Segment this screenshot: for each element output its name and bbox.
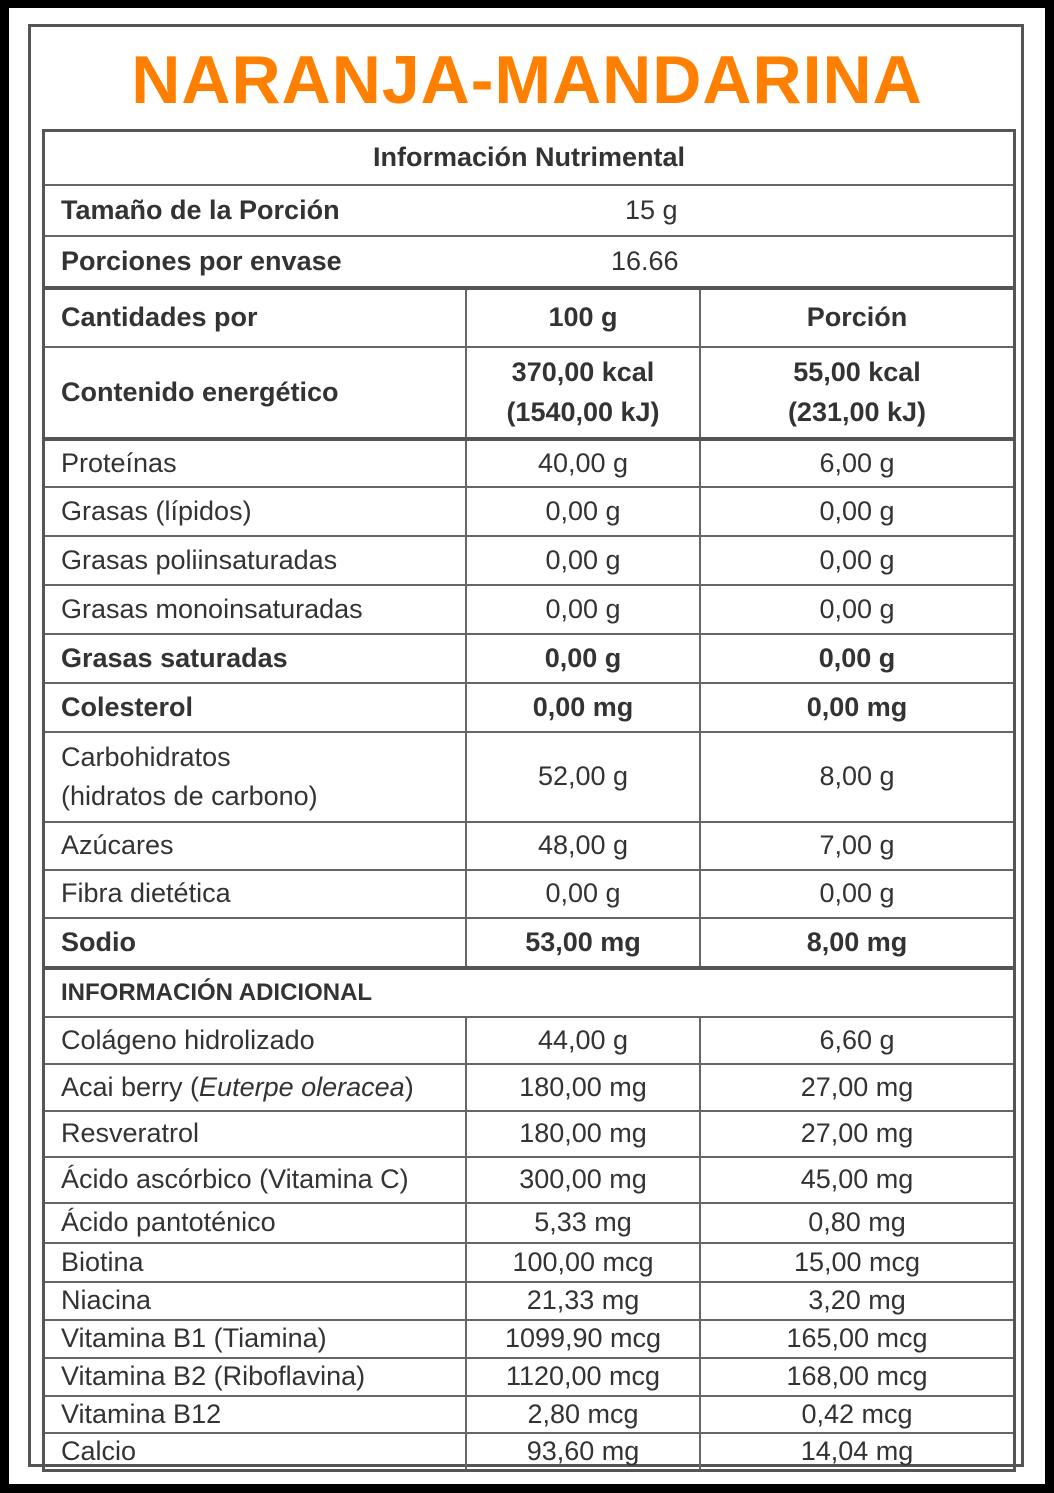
table-row — [45, 1242, 1013, 1281]
nutrient-per100: 48,00 g — [465, 823, 699, 869]
table-row — [45, 682, 1013, 731]
nutrient-portion: 7,00 g — [699, 823, 1013, 869]
table-row — [45, 1281, 1013, 1319]
nutrient-per100: 53,00 mg — [465, 919, 699, 966]
additional-portion: 0,80 mg — [699, 1204, 1013, 1242]
servings-per-container-row — [45, 235, 1013, 286]
additional-per100: 180,00 mg — [465, 1112, 699, 1156]
energy-portion-kcal: 55,00 kcal — [793, 357, 921, 388]
table-row — [45, 869, 1013, 917]
additional-per100: 5,33 mg — [465, 1204, 699, 1242]
nutrient-per100: 0,00 g — [465, 586, 699, 633]
nutrient-portion: 0,00 g — [699, 586, 1013, 633]
table-row — [45, 821, 1013, 869]
table-row — [45, 535, 1013, 584]
table-row — [45, 437, 1013, 486]
additional-label: Resveratrol — [61, 1118, 200, 1149]
additional-portion: 45,00 mg — [699, 1158, 1013, 1202]
per100-header: 100 g — [465, 290, 699, 346]
table-row — [45, 731, 1013, 821]
additional-per100: 93,60 mg — [465, 1434, 699, 1469]
additional-per100: 2,80 mcg — [465, 1397, 699, 1432]
additional-per100: 1099,90 mcg — [465, 1321, 699, 1357]
table-row — [45, 1432, 1013, 1469]
nutrient-portion: 6,00 g — [699, 441, 1013, 486]
nutrient-portion: 0,00 g — [699, 488, 1013, 535]
additional-portion: 3,20 mg — [699, 1283, 1013, 1319]
additional-per100: 180,00 mg — [465, 1065, 699, 1110]
energy-label: Contenido energético — [61, 376, 339, 407]
additional-label: Vitamina B12 — [61, 1398, 222, 1429]
servings-per-container-value: 16.66 — [611, 246, 679, 276]
additional-portion: 27,00 mg — [699, 1112, 1013, 1156]
nutrient-label: Fibra dietética — [61, 878, 231, 909]
table-row — [45, 1357, 1013, 1395]
nutrient-label: Proteínas — [61, 447, 177, 478]
additional-portion: 165,00 mcg — [699, 1321, 1013, 1357]
label-sheet — [9, 8, 1045, 1484]
nutrient-label: Azúcares — [61, 830, 174, 861]
table-row — [45, 1395, 1013, 1432]
nutrient-portion: 8,00 mg — [699, 919, 1013, 966]
nutrient-label: Grasas (lípidos) — [61, 495, 252, 526]
additional-portion: 0,42 mcg — [699, 1397, 1013, 1432]
nutrient-label: Sodio — [61, 926, 136, 957]
nutrition-table — [42, 129, 1016, 1472]
nutrient-label-line1: Carbohidratos — [61, 741, 231, 772]
nutrient-portion: 8,00 g — [699, 733, 1013, 821]
table-row — [45, 1063, 1013, 1110]
portion-header: Porción — [699, 290, 1013, 346]
table-row — [45, 917, 1013, 966]
additional-per100: 44,00 g — [465, 1018, 699, 1063]
nutrient-portion: 0,00 g — [699, 635, 1013, 682]
table-row — [45, 1319, 1013, 1357]
additional-portion: 168,00 mcg — [699, 1359, 1013, 1395]
energy-portion — [699, 348, 1013, 437]
additional-portion: 6,60 g — [699, 1018, 1013, 1063]
additional-label: Calcio — [61, 1435, 137, 1466]
nutrient-per100: 52,00 g — [465, 733, 699, 821]
additional-label: Acai berry ( Euterpe oleracea ) — [45, 1065, 465, 1110]
additional-label-italic: Euterpe oleracea — [199, 1071, 405, 1102]
nutrient-label — [45, 733, 465, 821]
servings-per-container-label: Porciones por envase — [61, 245, 342, 276]
nutrient-label: Grasas poliinsaturadas — [61, 544, 338, 575]
additional-label: Colágeno hidrolizado — [61, 1024, 315, 1055]
additional-label: Ácido pantoténico — [61, 1207, 276, 1238]
table-row — [45, 584, 1013, 633]
nutrient-per100: 0,00 mg — [465, 684, 699, 731]
additional-label: Vitamina B2 (Riboflavina) — [61, 1361, 366, 1392]
nutrient-portion: 0,00 g — [699, 871, 1013, 917]
additional-portion: 27,00 mg — [699, 1065, 1013, 1110]
product-title: NARANJA-MANDARINA — [131, 42, 923, 118]
energy-per100-kj: (1540,00 kJ) — [506, 396, 660, 427]
column-header-row — [45, 286, 1013, 346]
nutrient-per100: 0,00 g — [465, 488, 699, 535]
nutrient-label: Grasas monoinsaturadas — [61, 593, 363, 624]
additional-per100: 300,00 mg — [465, 1158, 699, 1202]
additional-label: Niacina — [61, 1285, 152, 1316]
serving-size-label: Tamaño de la Porción — [61, 194, 340, 225]
energy-row — [45, 346, 1013, 437]
nutrient-portion: 0,00 mg — [699, 684, 1013, 731]
energy-per100-kcal: 370,00 kcal — [511, 357, 655, 388]
table-row — [45, 1156, 1013, 1202]
additional-label-text: Acai berry — [61, 1071, 191, 1102]
table-row — [45, 1202, 1013, 1242]
nutrient-label-line2: (hidratos de carbono) — [61, 781, 318, 811]
additional-portion: 14,04 mg — [699, 1434, 1013, 1469]
quantities-label: Cantidades por — [61, 302, 258, 333]
table-title: Información Nutrimental — [372, 142, 686, 173]
additional-header: INFORMACIÓN ADICIONAL — [61, 978, 373, 1006]
nutrient-label: Grasas saturadas — [61, 642, 288, 673]
additional-label: Vitamina B1 (Tiamina) — [61, 1323, 327, 1354]
additional-header-row — [45, 966, 1013, 1016]
serving-size-row — [45, 184, 1013, 235]
additional-label: Biotina — [61, 1246, 144, 1277]
additional-per100: 1120,00 mcg — [465, 1359, 699, 1395]
additional-portion: 15,00 mcg — [699, 1244, 1013, 1281]
table-row — [45, 633, 1013, 682]
table-row — [45, 1110, 1013, 1156]
additional-label: Ácido ascórbico (Vitamina C) — [61, 1164, 409, 1195]
nutrient-label: Colesterol — [61, 691, 194, 722]
nutrient-per100: 0,00 g — [465, 871, 699, 917]
nutrient-per100: 0,00 g — [465, 537, 699, 584]
table-row — [45, 1016, 1013, 1063]
energy-portion-kj: (231,00 kJ) — [787, 396, 927, 427]
nutrient-portion: 0,00 g — [699, 537, 1013, 584]
nutrient-per100: 40,00 g — [465, 441, 699, 486]
additional-per100: 100,00 mcg — [465, 1244, 699, 1281]
nutrient-per100: 0,00 g — [465, 635, 699, 682]
table-title-row — [45, 132, 1013, 184]
energy-per100 — [465, 348, 699, 437]
serving-size-value: 15 g — [625, 195, 678, 225]
table-row — [45, 486, 1013, 535]
additional-per100: 21,33 mg — [465, 1283, 699, 1319]
